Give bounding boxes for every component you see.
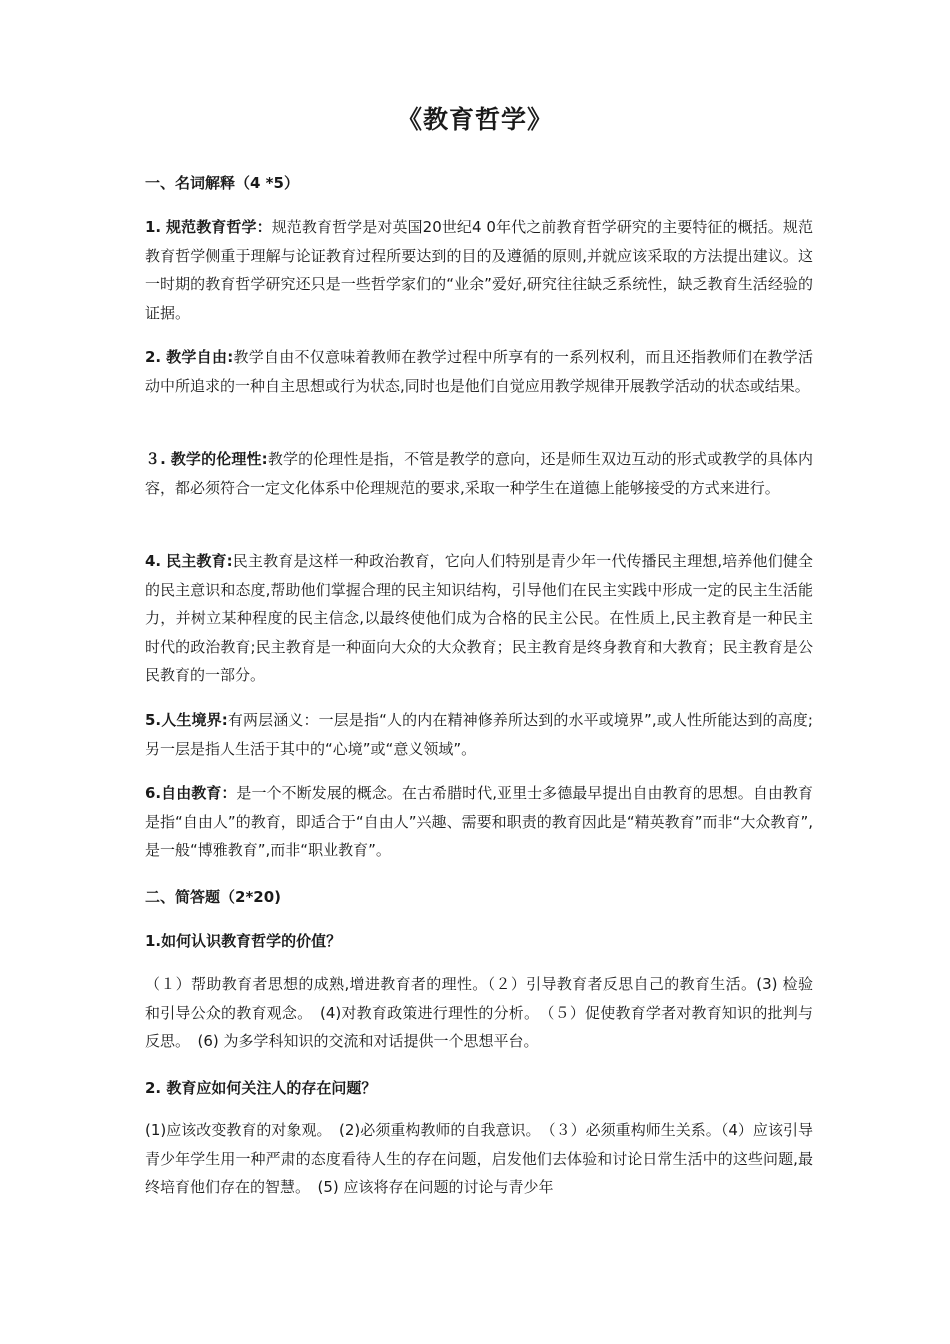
term-paragraph-4 [145, 547, 813, 690]
term-separator: ： [221, 784, 237, 802]
term-separator: : [221, 711, 228, 729]
term-title: 人生境界 [161, 711, 222, 729]
term-definition: 民主教育是这样一种政治教育，它向人们特别是青少年一代传播民主理想,培养他们健全的民主意识和态度,帮助他们掌握合理的民主知识结构，引导他们在民主实践中形成一定的民主生活能力，并树立某种程度的民主信念,以最终使他们成为合格的民主公民。在性质上,民主教育是一种民主时代的政治教育;民主教育是一种面向大众的大众教育；民主教育是终身教育和大教育；民主教育是公民教育的一部分。 [145, 552, 813, 684]
term-title: 自由教育 [161, 784, 222, 802]
term-separator: ： [256, 218, 272, 236]
term-paragraph-1 [145, 213, 813, 327]
term-number: ３. [145, 450, 166, 468]
term-number: 4. [145, 552, 162, 570]
term-number: 5. [145, 711, 162, 729]
term-separator: : [227, 348, 234, 366]
question-2-heading: 2. 教育应如何关注人的存在问题？ [145, 1079, 377, 1097]
term-title: 教学的伦理性 [170, 450, 262, 468]
term-definition: 教学的伦理性是指，不管是教学的意向，还是师生双边互动的形式或教学的具体内容，都必须符合一定文化体系中伦理规范的要求,采取一种学生在道德上能够接受的方式来进行。 [145, 450, 813, 497]
term-definition: 有两层涵义：一层是指“人的内在精神修养所达到的水平或境界”,或人性所能达到的高度;另一层是指人生活于其中的“心境”或“意义领域”。 [145, 711, 813, 758]
term-paragraph-2 [145, 343, 813, 400]
term-definition: 是一个不断发展的概念。在古希腊时代,亚里士多德最早提出自由教育的思想。自由教育是指“自由人”的教育，即适合于“自由人”兴趣、需要和职责的教育因此是“精英教育”而非“大众教育”,是一般“博雅教育”,而非“职业教育”。 [145, 784, 813, 859]
document-title: 《教育哲学》 [396, 105, 553, 134]
term-separator: : [226, 552, 233, 570]
section-heading-short-answer: 二、简答题（2*20) [145, 888, 282, 906]
term-paragraph-3 [145, 445, 813, 502]
term-definition: 规范教育哲学是对英国20世纪4 0年代之前教育哲学研究的主要特征的概括。规范教育哲学侧重于理解与论证教育过程所要达到的目的及遵循的原则,并就应该采取的方法提出建议。这一时期的教育哲学研究还只是一些哲学家们的“业余”爱好,研究往往缺乏系统性，缺乏教育生活经验的证据。 [145, 218, 813, 322]
term-separator: : [261, 450, 268, 468]
question-1-answer: （１）帮助教育者思想的成熟,增进教育者的理性。（２）引导教育者反思自己的教育生活。(3) 检验和引导公众的教育观念。 (4)对教育政策进行理性的分析。 （５）促使教育学者对教育知识的批判与反思。 (6) 为多学科知识的交流和对话提供一个思想平台。 [145, 975, 813, 1050]
question-1-heading: 1.如何认识教育哲学的价值？ [145, 932, 342, 950]
term-definition: 教学自由不仅意味着教师在教学过程中所享有的一系列权利，而且还指教师们在教学活动中所追求的一种自主思想或行为状态,同时也是他们自觉应用教学规律开展教学活动的状态或结果。 [145, 348, 813, 395]
term-title: 规范教育哲学 [166, 218, 257, 236]
term-paragraph-5 [145, 706, 813, 763]
term-number: 6. [145, 784, 162, 802]
term-number: 2. [145, 348, 162, 366]
question-2-answer: (1)应该改变教育的对象观。 (2)必须重构教师的自我意识。 （３）必须重构师生关系。（4）应该引导青少年学生用一种严肃的态度看待人生的存在问题，启发他们去体验和讨论日常生活中的这些问题,最终培育他们存在的智慧。 (5) 应该将存在问题的讨论与青少年 [145, 1121, 813, 1196]
section-heading-terms: 一、名词解释（4 *5） [145, 174, 299, 192]
term-paragraph-6 [145, 779, 813, 865]
term-title: 教学自由 [166, 348, 228, 366]
term-number: 1. [145, 218, 162, 236]
term-title: 民主教育 [166, 552, 227, 570]
